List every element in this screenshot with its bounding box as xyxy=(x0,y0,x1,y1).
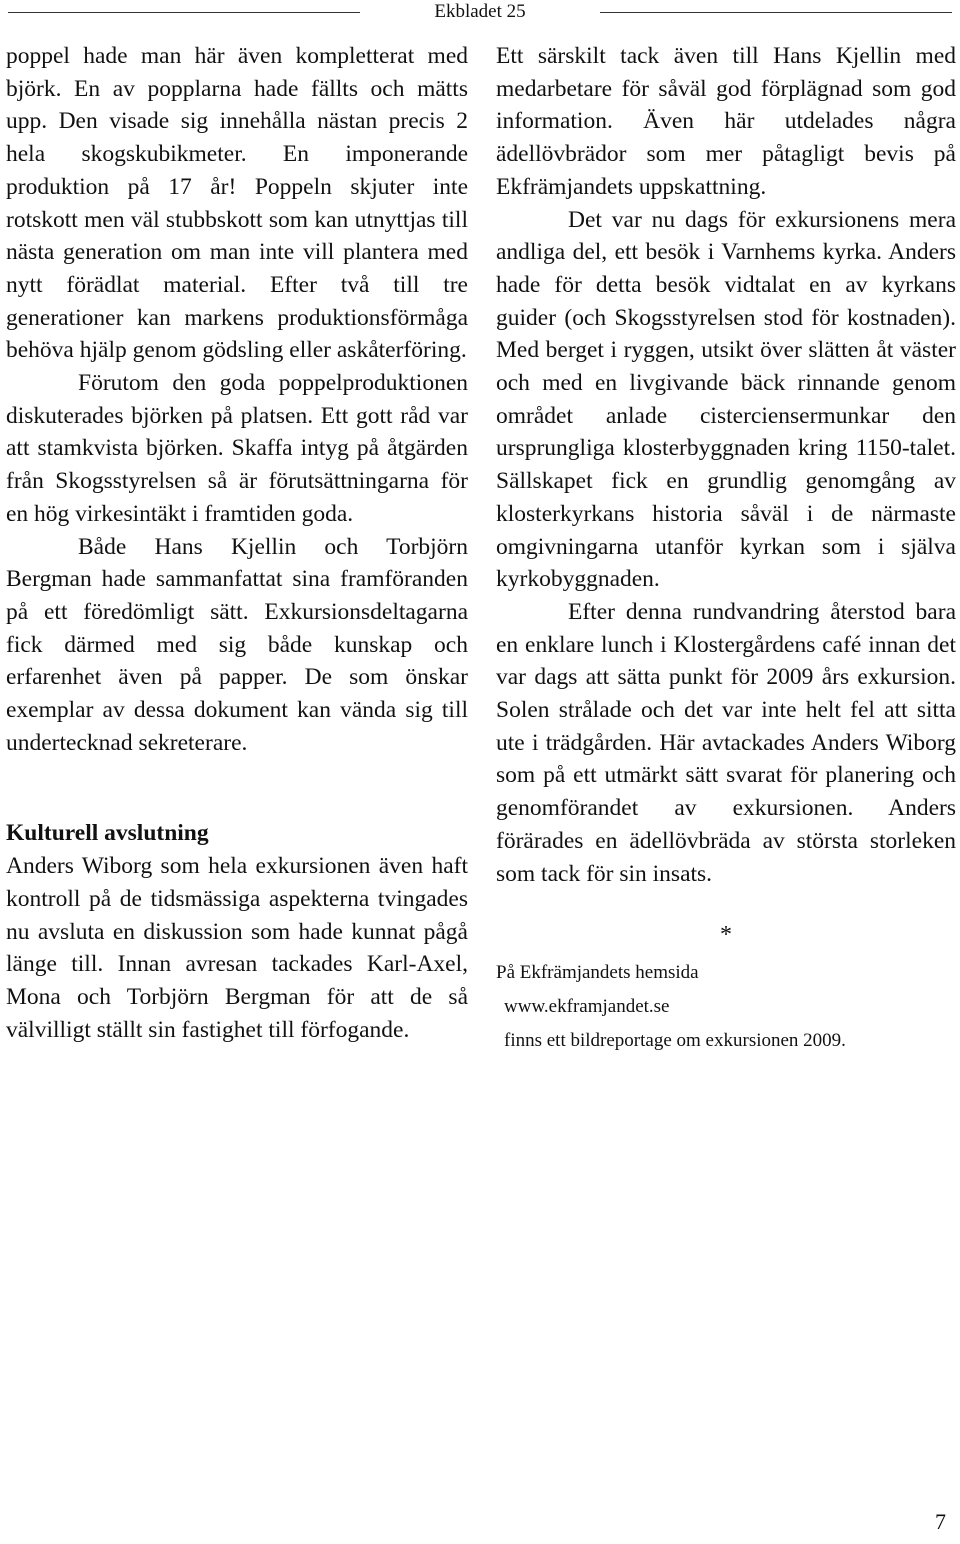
website-url-link[interactable]: www.ekframjandet.se xyxy=(504,996,670,1018)
publication-title: Ekbladet 25 xyxy=(434,1,526,22)
left-paragraph-3: Både Hans Kjellin och Torbjörn Bergman hade sammanfattat sina framföranden på ett föredömligt sätt. Exkursionsdeltagarna fick därmed med sig både kunskap och erfarenhet även på papper. De som önskar exemplar av dessa dokument kan vända sig till undertecknad sekreterare. xyxy=(6,533,468,756)
right-paragraph-1: Ett särskilt tack även till Hans Kjellin med medarbetare för såväl god förplägnad som god information. Även här utdelades några ädellövbrädor som mer påtagligt bevis på Ekfrämjandets uppskattning. xyxy=(496,43,956,200)
page-number: 7 xyxy=(935,1509,946,1534)
website-note-line-1: På Ekfrämjandets hemsida xyxy=(496,962,699,984)
left-paragraph-1: poppel hade man här även kompletterat med björk. En av popplarna hade fällts och mätts upp. Den visade sig innehålla nästan precis 2 hela skogskubikmeter. En imponerande produktion på 17 år! Poppeln skjuter inte rotskott men väl stubbskott som kan utnyttjas till nästa generation om man inte vill plantera med nytt förädlat material. Efter två till tre generationer kan markens produktionsförmåga behöva hjälp genom gödsling eller askåterföring. xyxy=(6,43,468,364)
right-column xyxy=(496,40,956,1058)
section-heading: Kulturell avslutning xyxy=(6,820,209,847)
section-separator: * xyxy=(720,922,732,949)
header-rule-right xyxy=(600,12,952,13)
page-header xyxy=(0,0,960,30)
right-paragraph-2: Det var nu dags för exkursionens mera andliga del, ett besök i Varnhems kyrka. Anders hade för detta besök vidtalat en av kyrkans guider (och Skogsstyrelsen stod för kostnaden). Med berget i ryggen, utsikt över slätten åt väster och med en livgivande bäck rinnande genom området anlade cisterciensermunkar den ursprungliga klosterbyggnaden kring 1150-talet. Sällskapet fick en grundlig genomgång av klosterkyrkans historia såväl i de närmaste omgivningarna utanför kyrkan som i själva kyrkobyggnaden. xyxy=(496,206,956,593)
header-rule-left xyxy=(8,12,360,13)
left-paragraph-4: Anders Wiborg som hela exkursionen även haft kontroll på de tidsmässiga aspekterna tvingades nu avsluta en diskussion som hade kunnat pågå länge till. Innan avresan tackades Karl-Axel, Mona och Torbjörn Bergman för att de så välvilligt ställt sin fastighet till förfogande. xyxy=(6,853,468,1043)
left-paragraph-2: Förutom den goda poppelproduktionen diskuterades björken på platsen. Ett gott råd var att stamkvista björken. Skaffa intyg på åtgärden från Skogsstyrelsen så är förutsättningarna för en hög virkesintäkt i framtiden goda. xyxy=(6,370,468,527)
right-paragraph-3: Efter denna rundvandring återstod bara en enklare lunch i Klostergårdens café innan det var dags att sätta punkt för 2009 års exkursion. Solen strålade och det var inte helt fel att sitta ute i trädgården. Här avtackades Anders Wiborg som på ett utmärkt sätt svarat för planering och genomförandet av exkursionen. Anders förärades en ädellövbräda av största storleken som tack för sin insats. xyxy=(496,598,956,887)
left-column xyxy=(6,40,468,1046)
website-note-line-3: finns ett bildreportage om exkursionen 2009. xyxy=(504,1030,846,1052)
